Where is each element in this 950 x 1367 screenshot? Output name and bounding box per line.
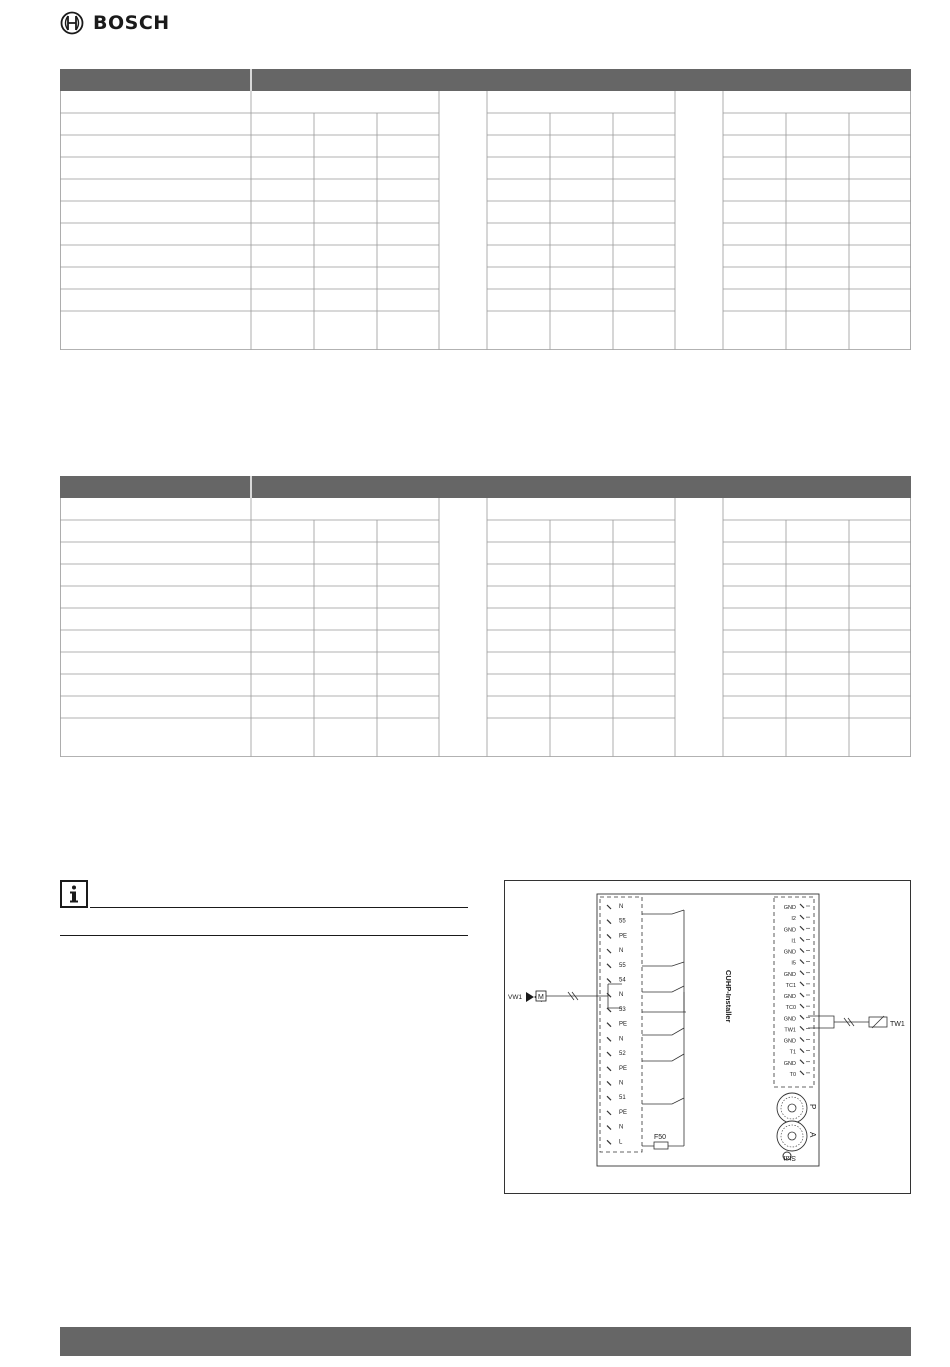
left-terminal-label: PE <box>619 1021 628 1028</box>
left-terminal-label: 55 <box>619 962 626 969</box>
info-icon <box>61 881 87 907</box>
right-terminal-label: I2 <box>791 916 796 923</box>
left-terminal-label: 51 <box>619 1095 626 1102</box>
rotary-label-p: P <box>808 1104 817 1110</box>
footer-bar <box>60 1327 911 1356</box>
status-label: Stat <box>783 1154 796 1161</box>
left-terminal-label: N <box>619 1124 624 1131</box>
left-terminal-label: 53 <box>619 1006 626 1013</box>
right-terminal-label: I1 <box>791 938 796 945</box>
brand-name: BOSCH <box>93 12 170 34</box>
right-terminal-label: TC1 <box>785 982 796 989</box>
wiring-diagram <box>504 880 911 1194</box>
bosch-logo <box>60 11 190 37</box>
right-terminal-label: I5 <box>791 960 796 967</box>
right-terminal-label: GND <box>783 927 796 934</box>
rotary-switch-p <box>777 1093 807 1123</box>
left-terminal-label: N <box>619 904 624 910</box>
right-terminal-label: GND <box>783 994 796 1000</box>
left-terminal-label: N <box>619 1080 624 1087</box>
rotary-switch-a <box>777 1121 807 1151</box>
right-terminal-label: GND <box>783 949 796 956</box>
left-terminal-label: L <box>619 1139 623 1146</box>
right-terminal-label: GND <box>783 1060 796 1067</box>
right-terminal-label: GND <box>783 1038 796 1045</box>
left-terminal-label: 54 <box>619 977 626 984</box>
left-terminal-label: PE <box>619 1109 628 1116</box>
left-terminal-label: 55 <box>619 918 626 925</box>
left-terminal-label: 52 <box>619 1051 626 1058</box>
left-terminal-label: N <box>619 948 624 955</box>
valve-label: VW1 <box>508 994 523 1001</box>
right-terminal-label: TC0 <box>785 1005 796 1012</box>
right-terminal-label: GND <box>783 971 796 978</box>
controller-label: CUHP-Installer <box>724 970 733 1023</box>
left-terminal-label: N <box>619 992 624 999</box>
spec-table-2 <box>60 476 911 757</box>
fuse-label: F50 <box>654 1134 667 1141</box>
right-terminal-label: GND <box>783 905 796 911</box>
spec-table-1 <box>60 69 911 350</box>
valve-motor-label: M <box>538 994 544 1001</box>
info-note <box>60 880 468 938</box>
left-terminal-label: PE <box>619 933 628 940</box>
right-terminal-label: T1 <box>789 1049 796 1056</box>
sensor-label: TW1 <box>890 1021 905 1028</box>
right-terminal-label: TW1 <box>784 1027 796 1034</box>
bosch-logo-icon <box>60 11 84 35</box>
rotary-label-a: A <box>808 1132 817 1138</box>
right-terminal-label: T0 <box>789 1071 796 1078</box>
left-terminal-label: N <box>619 1036 624 1043</box>
right-terminal-label: GND <box>783 1016 796 1023</box>
left-terminal-label: PE <box>619 1065 628 1072</box>
